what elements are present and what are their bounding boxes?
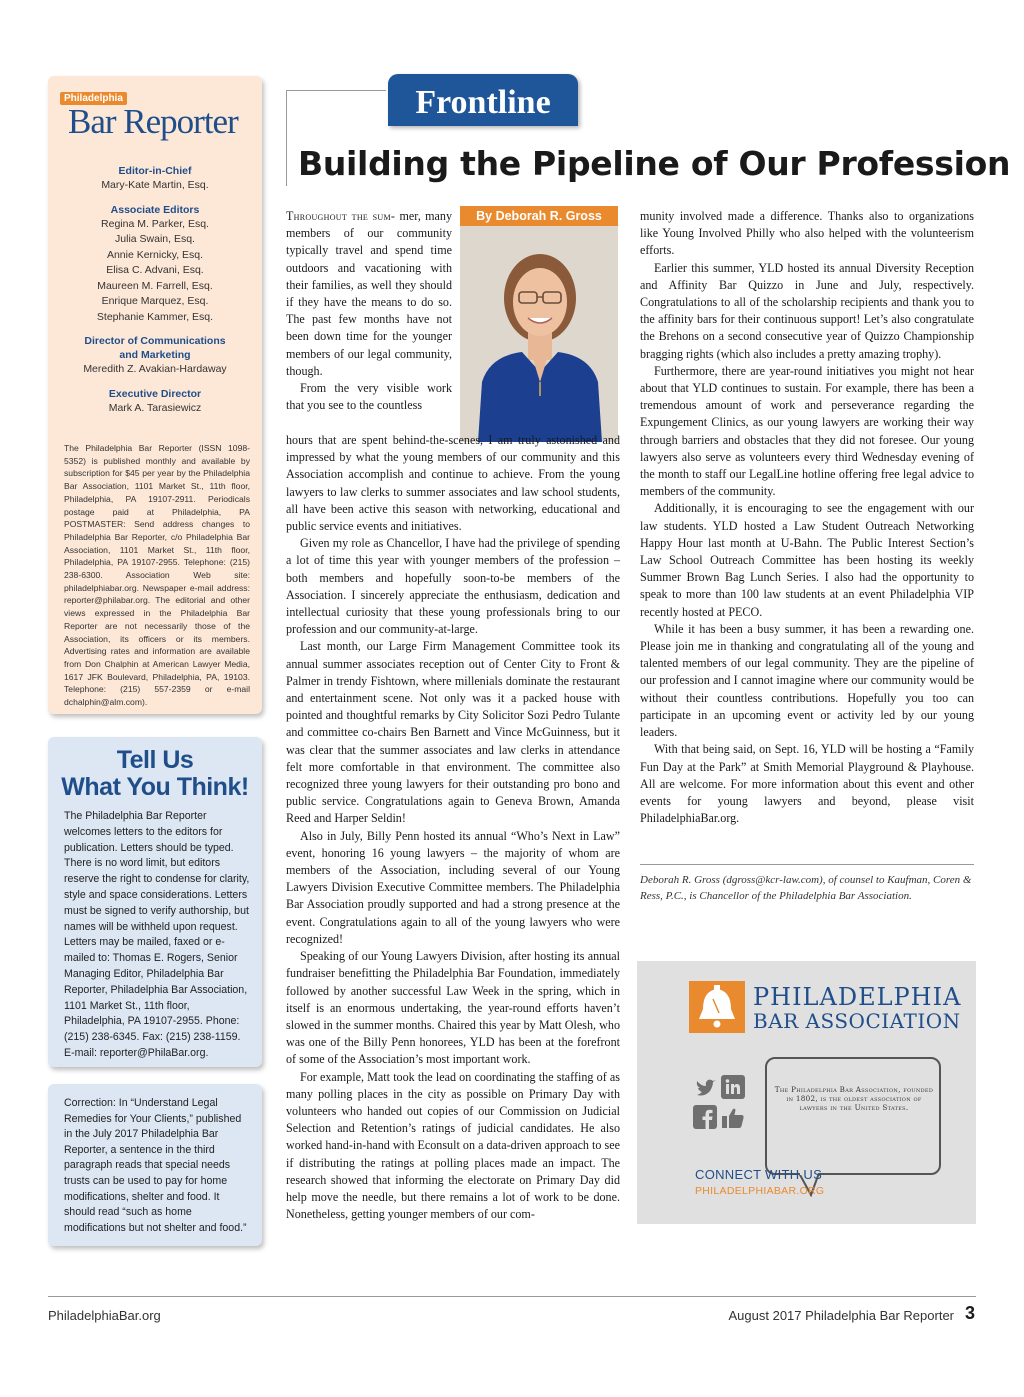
article-paragraph: Also in July, Billy Penn hosted its annual “Who’s Next in Law” event, honoring 16 young lawyers – the majority of whom are members of the Association, including several of our Young Lawyers Division Executive Committee members. The Philadelphia Bar Association proudly supported and had a strong presence at the event. Congratulations again to all of the young lawyers who were recognized! xyxy=(286,828,620,946)
associate-name: Julia Swain, Esq. xyxy=(115,233,195,245)
article-paragraph: Last month, our Large Firm Management Committee took its annual summer associates reception out of Center City to Front & Palmer in trendy Fishtown, where millenials dominate the restaurant and entertainment scene. Not only was it a packed house with pointed and thoughtful remarks by City Solicitor Sozi Pedro Tulante and committee co-chairs Ben Barnett and Vince McGuinness, but it was clear that the summer associates and law clerks in attendance felt more comfortable in that environment. The committee also recognized three young lawyers for their outstanding pro bono and public service. Congratulations again to Geneva Brown, Amanda Reed and Harper Seldin! xyxy=(286,639,620,826)
header-rule-horizontal xyxy=(286,90,386,91)
tell-us-box xyxy=(48,737,262,1067)
article-paragraph: With that being said, on Sept. 16, YLD will be hosting a “Family Fun Day at the Park” at Smith Memorial Playground & Playhouse. All are welcome. For more information about this event and other events for young lawyers and beyond, please visit PhiladelphiaBar.org. xyxy=(640,742,974,826)
comms-name: Meredith Z. Avakian-Hardaway xyxy=(83,363,227,375)
ad-org-name: PHILADELPHIA xyxy=(753,983,962,1011)
article-paragraph: From the very visible work that you see to the countless xyxy=(286,381,452,413)
section-tab: Frontline xyxy=(388,74,578,126)
article-paragraph: Earlier this summer, YLD hosted its annual Diversity Reception and Affinity Bar Quizzo in June and July, respectively. Congratulations to all of the scholarship recipients and thank you to the affinity bars for their continuous support! Let’s also congratulate the Brehons on a second consecutive year of Quizzo Championship bragging rights (which also includes a pretty amazing trophy). xyxy=(640,260,974,361)
author-note: Deborah R. Gross (dgross@kcr-law.com), of counsel to Kaufman, Coren & Ress, P.C., is Chancellor of the Philadelphia Bar Association. xyxy=(640,874,972,902)
like-icon[interactable] xyxy=(721,1107,745,1129)
associate-name: Regina M. Parker, Esq. xyxy=(101,217,209,230)
tell-us-title-line1: Tell Us xyxy=(116,746,194,774)
article-paragraph: Speaking of our Young Lawyers Division, after hosting its annual fundraiser benefitting the Philadelphia Bar Foundation, immediately followed by another successful Law Week in the spring, which in itself is an enormous undertaking, the year-round efforts haven’t slowed in the summer months. Chaired this year by Matt Olesh, who was one of the Billy Penn honorees, YLD has been at the forefront of some of the Association’s most important work. xyxy=(286,949,620,1067)
correction-box xyxy=(48,1084,262,1246)
associate-name: Elisa C. Advani, Esq. xyxy=(106,264,204,276)
associate-role: Associate Editors xyxy=(110,203,200,216)
article-paragraph: Furthermore, there are year-round initiatives you might not hear about that YLD continues to sustain. For example, there has been a tremendous amount of work and perseverance regarding the Expungement Clinics, as our young lawyers are working their way through barriers and obstacles that they did not foresee. Our young lawyers also serve as volunteers every third Wednesday evening of the month to staff our LegalLine hotline offering free legal advice to members of the community. xyxy=(640,363,974,499)
comms-role: Director of Communications xyxy=(84,335,226,347)
author-portrait xyxy=(460,206,618,442)
masthead-brand-small: Philadelphia xyxy=(60,92,127,105)
article-paragraph: Given my role as Chancellor, I have had the privilege of spending a lot of time this year with younger members of the profession – both members and hopefully soon-to-be members of the Association. I sincerely appreciate the enthusiasm, dedication and intellectual curiosity that these young professionals bring to our profession and our community-at-large. xyxy=(286,536,620,637)
page-number: 3 xyxy=(965,1303,976,1323)
linkedin-icon[interactable] xyxy=(721,1075,745,1099)
twitter-icon[interactable] xyxy=(695,1079,717,1099)
article-paragraph: hours that are spent behind-the-scenes, I am truly astonished and impressed by what the young members of our community and this Association accomplish and continue to achieve. From the young lawyers to law clerks to summer associates and law school students, all have been active this season with networking, educational and public service events and initiatives. xyxy=(286,433,620,534)
associate-name: Stephanie Kammer, Esq. xyxy=(96,310,214,323)
article-lead-in: Throughout the sum- xyxy=(286,209,396,223)
article-headline: Building the Pipeline of Our Profession xyxy=(298,144,1011,183)
footer-divider xyxy=(48,1296,976,1297)
article-paragraph: munity involved made a difference. Thanks also to organizations like Young Involved Philly who also helped with the volunteerism efforts. xyxy=(640,209,974,258)
editor-role: Editor-in-Chief xyxy=(118,165,192,177)
article-column-2 xyxy=(640,208,974,827)
article-paragraph: For example, Matt took the lead on coordinating the staffing of as many polling places in the city as possible on Primary Day with volunteers who handed out copies of our Commission on Judicial Selection and Retention’s ratings of judicial candidates. He also worked hand-in-hand with Econsult on a data-driven approach to see if distributing the ratings at polling places made an impact. The research showed that informing the electorate on Primary Day did help move the needle, but there remains a lot of work to be done. Nonetheless, getting younger members of our com- xyxy=(286,1069,620,1222)
article-paragraph: Additionally, it is encouraging to see the engagement with our law students. YLD hosted a Law Student Outreach Networking Happy Hour last month at U-Bahn. The Public Interest Section’s Law School Outreach Committee has been hosting its weekly Summer Brown Bag Lunch Series. I also had the opportunity to speak to more than 100 law students at an event Philadelphia VIP recently hosted at PECO. xyxy=(640,501,974,619)
editor-name: Mary-Kate Martin, Esq. xyxy=(101,179,209,191)
footer-site-link[interactable]: PhiladelphiaBar.org xyxy=(48,1308,161,1323)
pba-advertisement[interactable] xyxy=(637,961,976,1224)
associate-name: Annie Kernicky, Esq. xyxy=(106,248,204,261)
header-rule-vertical xyxy=(286,90,287,186)
speech-bubble xyxy=(765,1057,941,1175)
correction-body: Correction: In “Understand Legal Remedies for Your Clients,” published in the July 2017 Philadelphia Bar Reporter, a sentence in the third paragraph reads that special needs trusts can be used to pay for home modifications, shelter and food. It should read “such as home modifications but not shelter and food.” xyxy=(64,1097,247,1234)
article-text: mer, many members of our community typically travel and spend time outdoors and vacationing with their families, as well they should if they have the means to do so. The past few months have not been down time for the younger members of our legal community, though. xyxy=(286,209,453,378)
tell-us-body: The Philadelphia Bar Reporter welcomes letters to the editors for publication. Letters should be typed. There is no word limit, but editors reserve the right to condense for clarity, style and space considerations. Letters must be signed to verify authorship, but names will be withheld upon request. Letters may be mailed, faxed or e-mailed to: Thomas E. Rogers, Senior Managing Editor, Philadelphia Bar Reporter, Philadelphia Bar Association, 1101 Market St., 11th floor, Philadelphia, PA 19107-2955. Phone: (215) 238-6345. Fax: (215) 238-1159. E-mail: reporter@PhilaBar.org. xyxy=(64,810,250,1059)
author-photo xyxy=(460,206,618,442)
staff-list xyxy=(48,164,262,425)
article-column-1-bottom xyxy=(286,432,620,1223)
comms-role-2: and Marketing xyxy=(119,349,191,361)
exec-role: Executive Director xyxy=(108,387,202,400)
associate-name: Enrique Marquez, Esq. xyxy=(101,295,209,307)
ad-url-link[interactable]: PHILADELPHIABAR.ORG xyxy=(695,1185,825,1197)
connect-with-us: CONNECT WITH US xyxy=(695,1167,823,1182)
ad-org-name-2: BAR ASSOCIATION xyxy=(753,1009,961,1033)
facebook-icon[interactable] xyxy=(693,1105,717,1129)
ad-tagline: The Philadelphia Bar Association, founded in 1802, is the oldest association of lawyers in the United States. xyxy=(774,1085,934,1112)
associate-name: Maureen M. Farrell, Esq. xyxy=(97,279,213,292)
footer-issue: August 2017 Philadelphia Bar Reporter xyxy=(728,1308,954,1323)
tell-us-title-line2: What You Think! xyxy=(61,773,249,801)
liberty-bell-icon xyxy=(689,981,745,1033)
article-column-1-top xyxy=(286,208,452,414)
author-note-divider xyxy=(640,864,974,865)
tell-us-title xyxy=(48,747,262,801)
masthead-box xyxy=(48,76,262,714)
masthead-title: Bar Reporter xyxy=(68,102,238,141)
article-paragraph xyxy=(286,208,452,380)
byline: By Deborah R. Gross xyxy=(460,206,618,226)
exec-name: Mark A. Tarasiewicz xyxy=(108,401,202,414)
article-paragraph: While it has been a busy summer, it has been a rewarding one. Please join me in thanking and congratulating all of the young and talented members of our legal community. They are the pipeline of our profession and I cannot imagine where our community would be without their countless contributions. Hopefully you too can participate in an upcoming event or activity led by our young leaders. xyxy=(640,621,974,740)
masthead-fine-print: The Philadelphia Bar Reporter (ISSN 1098-5352) is published monthly and available by subscription for $45 per year by the Philadelphia Bar Association, 1101 Market St., 11th floor, Philadelphia, PA 19107-2911. Periodicals postage paid at Philadelphia, PA POSTMASTER: Send address changes to Philadelphia Bar Reporter, c/o Philadelphia Bar Association, 1101 Market St., 11th floor, Philadelphia, PA 19107-2955. Telephone: (215) 238-6300. Association Web site: philadelphiabar.org. Newspaper e-mail address: reporter@philabar.org. The editorial and other views expressed in the Philadelphia Bar Reporter are not necessarily those of the Association, its officers or its members. Advertising rates and information are available from Don Chalphin at American Lawyer Media, 1617 JFK Boulevard, Philadelphia, PA, 19103. Telephone: (215) 557-2359 or e-mail dchalphin@alm.com). xyxy=(64,443,250,708)
